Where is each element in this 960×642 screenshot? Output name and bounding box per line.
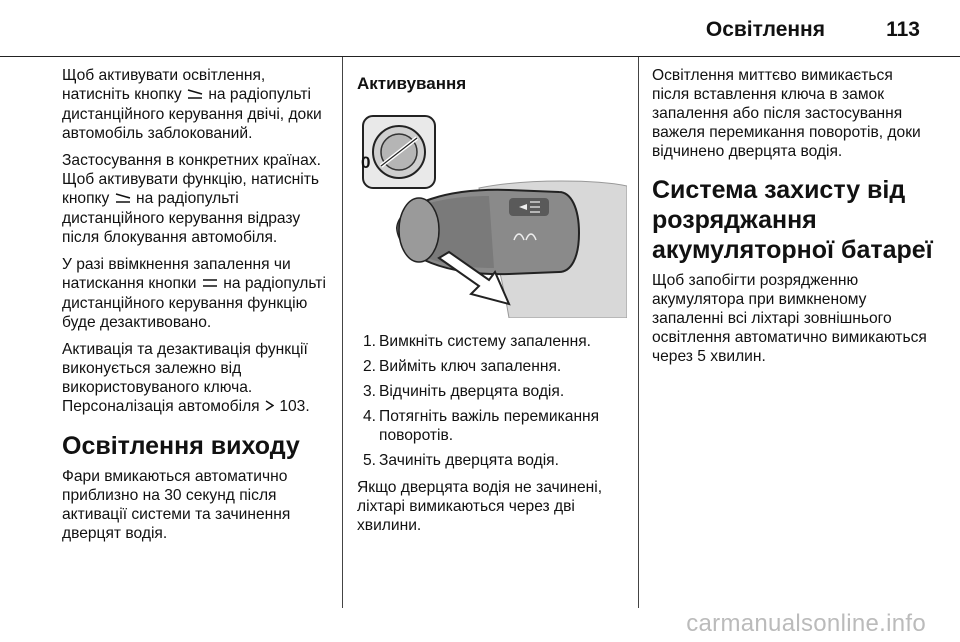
paragraph-personalization: Активація та дезактивація функції виконується залежно від використовуваного ключа. Персоналізація автомобіля 103. <box>62 341 310 415</box>
paragraph-deactivation: У разі ввімкнення запалення чи натискання кнопки на радіопульті дистанційного керування функцію буде дезактивовано. <box>62 256 326 331</box>
watermark: carmanualsonline.info <box>686 610 926 637</box>
page-reference-icon <box>264 398 275 417</box>
column-2 <box>357 66 627 543</box>
ignition-position-label: 0 <box>361 153 371 172</box>
section-heading-battery-protection: Система захисту від розряджання акумуляторної батареї <box>652 176 933 264</box>
paragraph-country-specific: Застосування в конкретних країнах. Щоб активувати функцію, натисніть кнопку на радіопульті дистанційного керування відразу після блокування автомобіля. <box>62 152 321 246</box>
column-divider-2 <box>638 57 639 608</box>
step-item: 1. Вимкніть систему запалення. <box>363 333 592 350</box>
page-title: Освітлення <box>705 18 825 41</box>
paragraph-exit-lighting: Фари вмикаються автоматично приблизно на 30 секунд після активації системи та зачинення дверцят водія. <box>62 468 291 542</box>
lock-button-icon <box>186 86 204 105</box>
header-divider <box>0 56 960 57</box>
page-reference-link[interactable]: 103. <box>279 398 310 415</box>
unlock-button-icon <box>201 275 219 294</box>
paragraph-immediate-off: Освітлення миттєво вимикається після вставлення ключа в замок запалення або після застосування важеля перемикання поворотів, доки відчинено дверцята водія. <box>652 67 921 160</box>
step-item: 4. Потягніть важіль перемикання поворотів. <box>363 408 600 444</box>
page-number: 113 <box>886 18 920 41</box>
section-heading-exit-lighting: Освітлення виходу <box>62 432 300 460</box>
paragraph-battery-protection: Щоб запобігти розрядженню акумулятора при вимкненому запаленні всі ліхтарі зовнішнього освітлення автоматично вимикаються через 5 хвилин. <box>652 272 927 365</box>
lock-button-icon <box>114 190 132 209</box>
step-item: 3. Відчиніть дверцята водія. <box>363 383 565 400</box>
step-item: 5. Зачиніть дверцята водія. <box>363 452 559 469</box>
step-item: 2. Вийміть ключ запалення. <box>363 358 562 375</box>
column-divider-1 <box>342 57 343 608</box>
page-header <box>0 0 960 56</box>
activation-steps <box>357 332 627 470</box>
paragraph-auto-off: Якщо дверцята водія не зачинені, ліхтарі вимикаються через дві хвилини. <box>357 479 603 534</box>
section-heading-activation: Активування <box>357 74 467 93</box>
column-1 <box>62 66 330 551</box>
column-3 <box>652 66 934 374</box>
lever-illustration <box>359 108 627 318</box>
paragraph-activate-lighting: Щоб активувати освітлення, натисніть кнопку на радіопульті дистанційного керування двічі, доки автомобіль заблокований. <box>62 67 322 142</box>
